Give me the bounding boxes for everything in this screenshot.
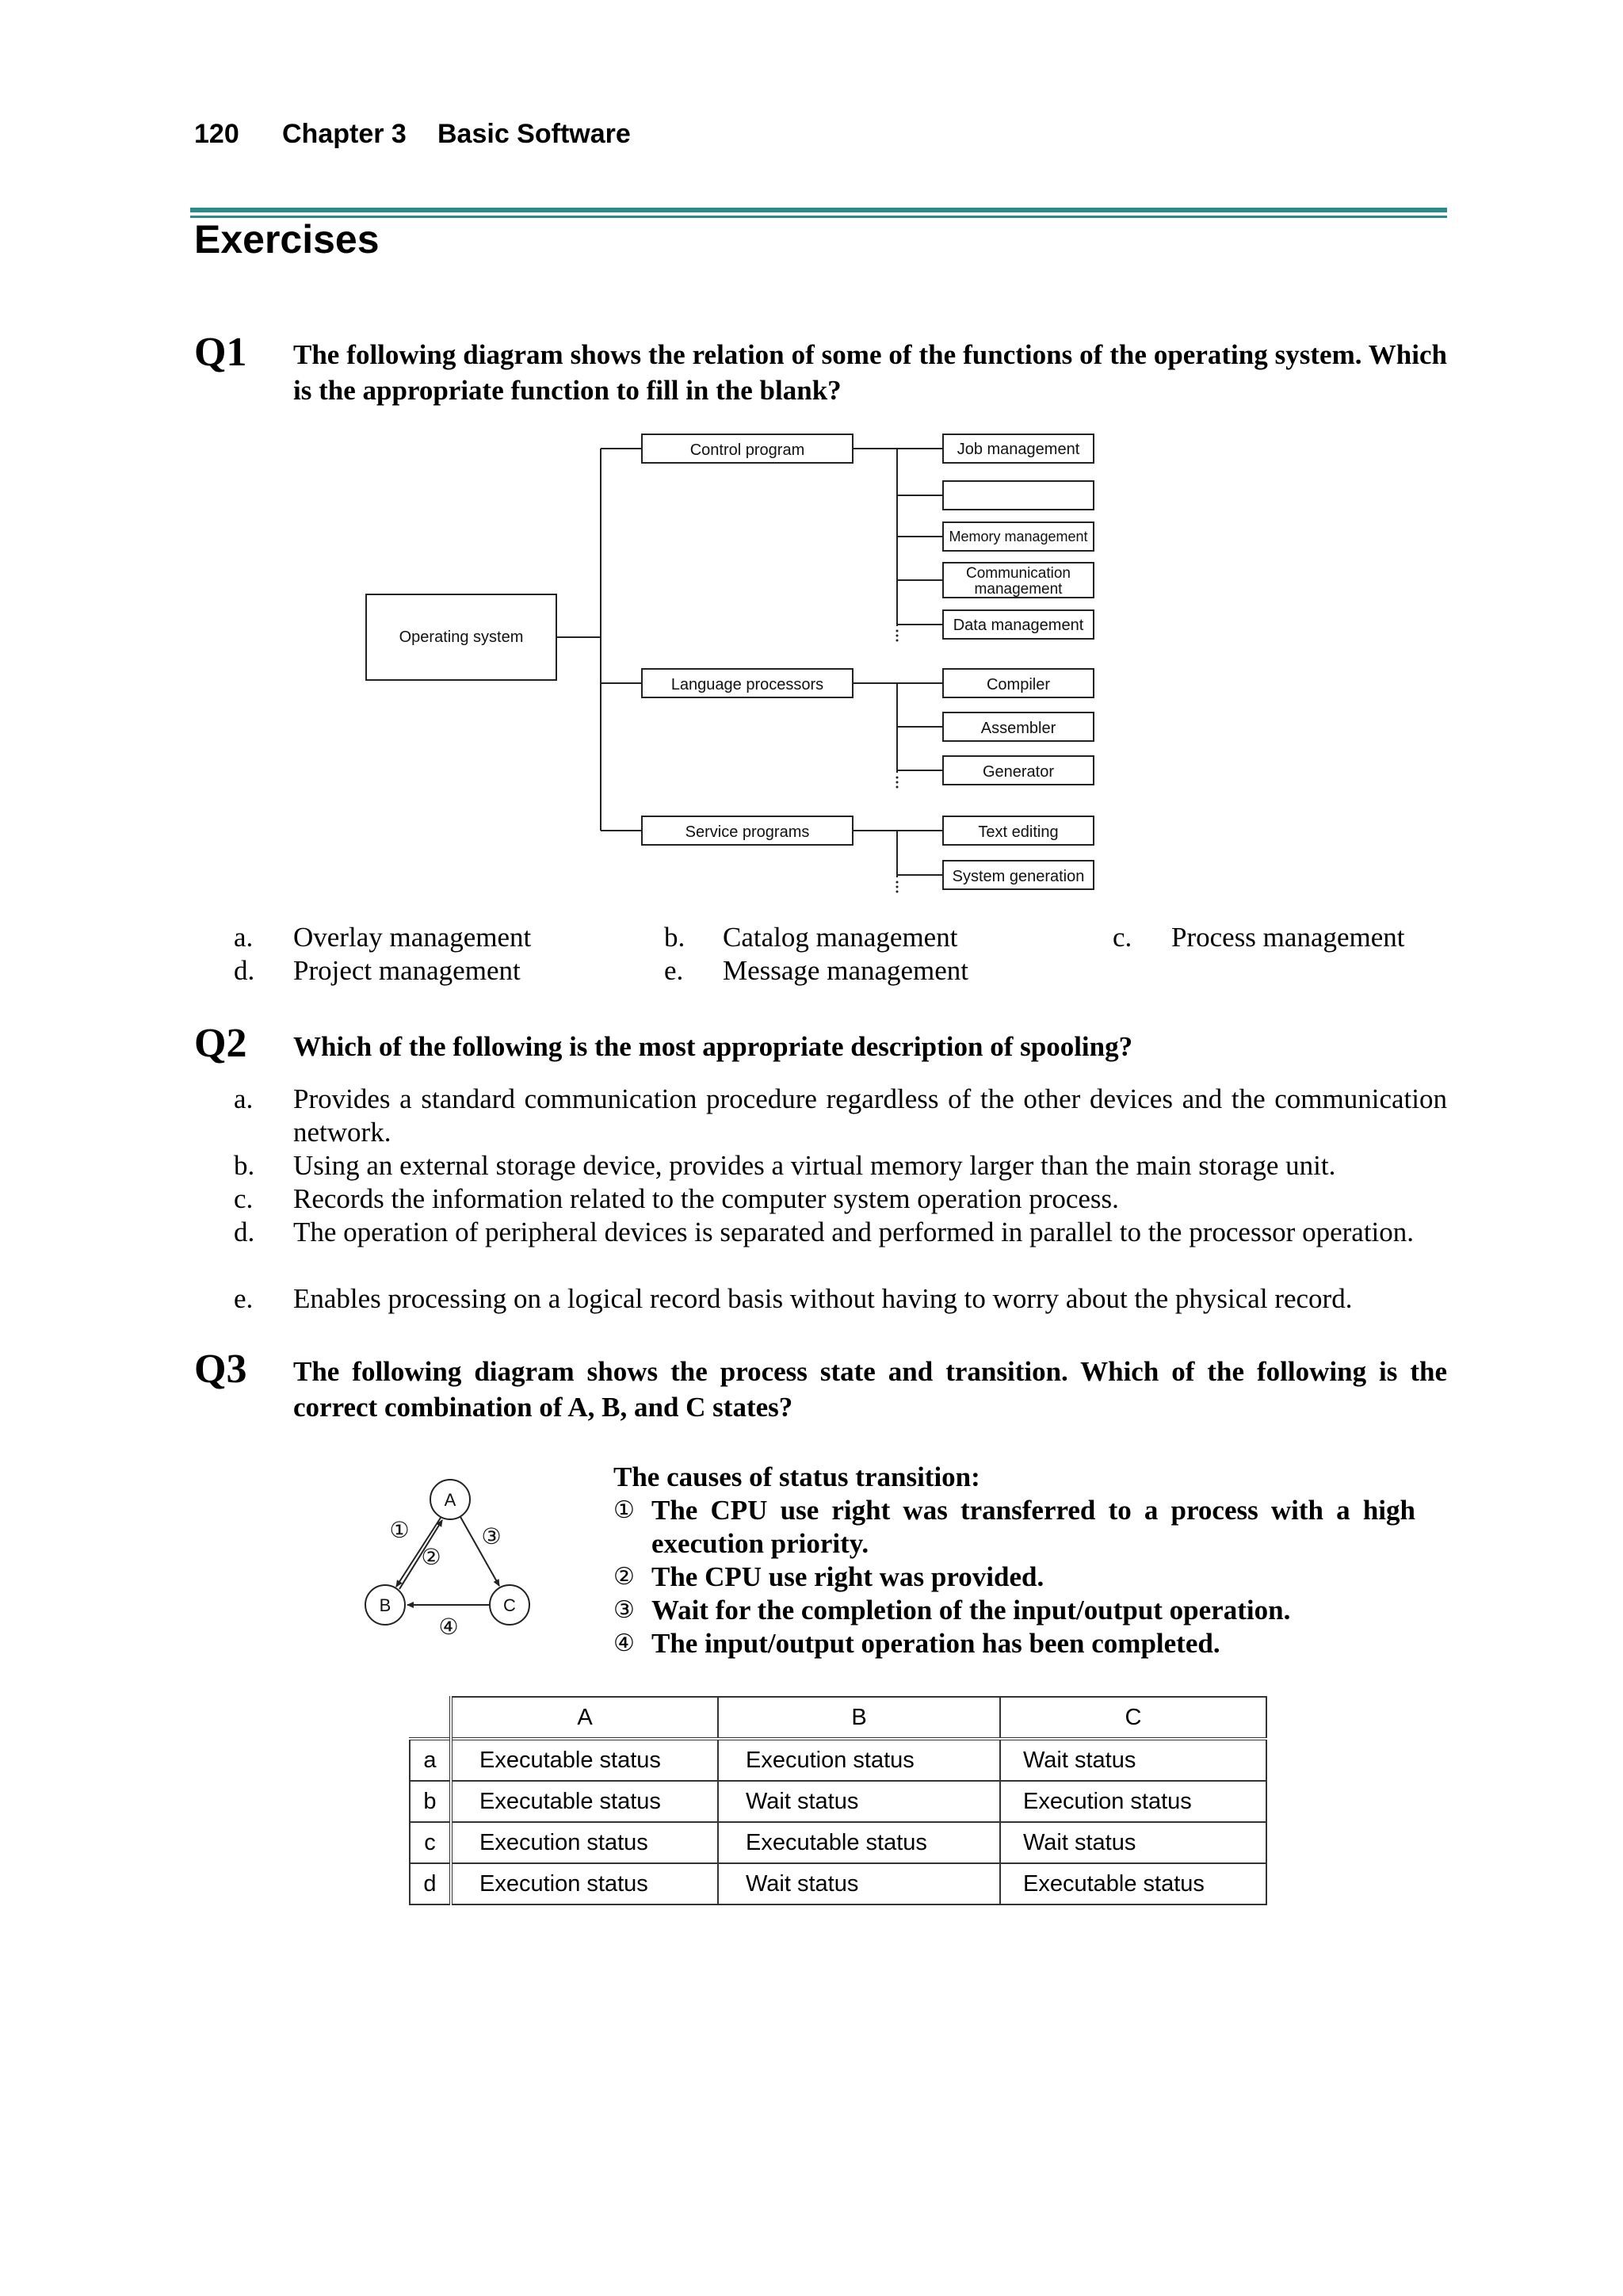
page-number: 120	[194, 119, 239, 149]
cell: Execution status	[451, 1863, 718, 1904]
language-processors-label: Language processors	[670, 676, 824, 693]
cell: Executable status	[718, 1822, 1000, 1863]
service-programs-label: Service programs	[685, 823, 810, 841]
q2-option-e-letter: e.	[234, 1283, 254, 1314]
q1-option-e-text: Message management	[723, 955, 969, 986]
q2-option-c-letter: c.	[234, 1183, 254, 1214]
state-c-label: C	[503, 1595, 516, 1615]
q2-number: Q2	[194, 1021, 247, 1066]
q2-option-c-text: Records the information related to the computer system operation process.	[293, 1183, 1119, 1214]
q1-option-d-text: Project management	[293, 955, 521, 986]
row-label-b: b	[410, 1781, 451, 1822]
table-row	[410, 1781, 1266, 1822]
q1-option-a-letter: a.	[234, 922, 254, 953]
q1-option-e-letter: e.	[664, 955, 684, 986]
q1-option-b-text: Catalog management	[723, 922, 958, 953]
q2-option-b-text: Using an external storage device, provides a virtual memory larger than the main storage unit.	[293, 1150, 1336, 1181]
marker-2: ②	[421, 1545, 441, 1569]
q1-option-c-letter: c.	[1113, 922, 1132, 953]
cause-2-text: The CPU use right was provided.	[651, 1561, 1044, 1592]
cell: Wait status	[1000, 1739, 1266, 1781]
q2-option-a-letter: a.	[234, 1083, 254, 1114]
cell: Executable status	[1000, 1863, 1266, 1904]
compiler-label: Compiler	[986, 676, 1051, 693]
marker-1: ①	[389, 1518, 410, 1542]
process-state-diagram	[333, 1458, 571, 1648]
cause-1-text: The CPU use right was transferred to a process with a high execution priority.	[651, 1495, 1415, 1559]
generator-label: Generator	[982, 763, 1055, 781]
row-label-c: c	[410, 1822, 451, 1863]
os-root-label: Operating system	[399, 628, 524, 646]
control-program-label: Control program	[689, 441, 805, 459]
q3-text: The following diagram shows the process state and transition. Which of the following is the correct combination of A, B, and C states?	[293, 1356, 1447, 1423]
os-function-diagram	[0, 0, 1623, 919]
state-a-label: A	[444, 1490, 456, 1510]
cause-3-marker: ③	[613, 1596, 635, 1624]
data-management-label: Data management	[953, 617, 1084, 634]
answer-table	[409, 1696, 1267, 1905]
table-row	[410, 1863, 1266, 1904]
cause-4-text: The input/output operation has been completed.	[651, 1628, 1220, 1659]
row-label-d: d	[410, 1863, 451, 1904]
q1-option-b-letter: b.	[664, 922, 685, 953]
cell: Execution status	[451, 1822, 718, 1863]
table-row	[410, 1739, 1266, 1781]
table-corner	[410, 1697, 451, 1739]
q1-option-c-text: Process management	[1171, 922, 1405, 953]
q2-option-a-text: Provides a standard communication procedure regardless of the other devices and the communication network.	[293, 1083, 1447, 1148]
q1-text: The following diagram shows the relation of some of the functions of the operating system. Which is the appropriate function to fill in the blank?	[293, 339, 1447, 406]
cell: Wait status	[718, 1863, 1000, 1904]
cell: Executable status	[451, 1781, 718, 1822]
marker-4: ④	[438, 1614, 459, 1639]
row-label-a: a	[410, 1739, 451, 1781]
table-header-a: A	[451, 1697, 718, 1739]
q3-number: Q3	[194, 1347, 247, 1392]
q2-option-d-letter: d.	[234, 1217, 255, 1247]
communication-label-line2: management	[974, 581, 1063, 598]
table-header-b: B	[718, 1697, 1000, 1739]
cause-4-marker: ④	[613, 1629, 635, 1657]
cause-1-marker: ①	[613, 1496, 635, 1524]
blank-box	[943, 481, 1094, 510]
q1-number: Q1	[194, 330, 247, 375]
cell: Wait status	[718, 1781, 1000, 1822]
q2-option-b-letter: b.	[234, 1150, 255, 1181]
q1-option-d-letter: d.	[234, 955, 255, 986]
cell: Execution status	[718, 1739, 1000, 1781]
text-editing-label: Text editing	[978, 823, 1059, 841]
marker-3: ③	[481, 1524, 502, 1549]
causes-title: The causes of status transition:	[613, 1461, 980, 1492]
chapter-label: Chapter 3	[282, 119, 407, 149]
cause-3-text: Wait for the completion of the input/output operation.	[651, 1595, 1291, 1626]
table-header-c: C	[1000, 1697, 1266, 1739]
cell: Executable status	[451, 1739, 718, 1781]
cell: Execution status	[1000, 1781, 1266, 1822]
q2-option-e-text: Enables processing on a logical record basis without having to worry about the physical record.	[293, 1283, 1353, 1314]
communication-label-line1: Communication	[966, 565, 1071, 582]
table-row	[410, 1822, 1266, 1863]
q2-option-d-text: The operation of peripheral devices is separated and performed in parallel to the processor operation.	[293, 1217, 1415, 1247]
cause-2-marker: ②	[613, 1563, 635, 1591]
job-management-label: Job management	[957, 441, 1080, 458]
system-generation-label: System generation	[952, 868, 1085, 885]
assembler-label: Assembler	[980, 720, 1056, 737]
q2-text: Which of the following is the most appropriate description of spooling?	[293, 1031, 1133, 1062]
section-title: Exercises	[194, 217, 380, 262]
memory-management-label: Memory management	[949, 529, 1088, 544]
state-b-label: B	[379, 1595, 391, 1615]
table-header-row	[410, 1697, 1266, 1739]
q1-option-a-text: Overlay management	[293, 922, 532, 953]
chapter-title: Basic Software	[437, 119, 631, 149]
cell: Wait status	[1000, 1822, 1266, 1863]
